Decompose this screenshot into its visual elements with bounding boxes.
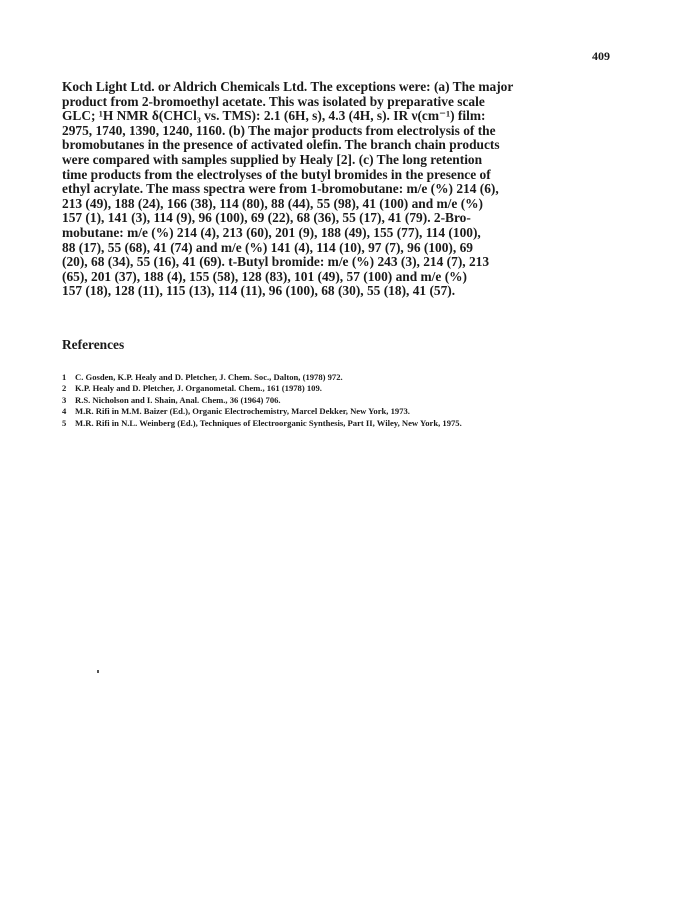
reference-item: [62, 383, 622, 394]
reference-list: [62, 372, 622, 429]
text-line: product from 2-bromoethyl acetate. This was isolated by preparative scale: [62, 93, 485, 109]
reference-text: M.R. Rifi in N.L. Weinberg (Ed.), Techniques of Electroorganic Synthesis, Part II, Wiley, New York, 1975.: [75, 417, 462, 428]
reference-number: 3: [62, 394, 67, 405]
text-line: ethyl acrylate. The mass spectra were from 1-bromobutane: m/e (%) 214 (6),: [62, 181, 499, 197]
text-line: 88 (17), 55 (68), 41 (74) and m/e (%) 141 (4), 114 (10), 97 (7), 96 (100), 69: [62, 239, 473, 255]
reference-item: [62, 406, 622, 417]
reference-number: 2: [62, 383, 67, 394]
reference-item: [62, 372, 622, 383]
text-line: GLC; ¹H NMR δ(CHCl₃ vs. TMS): 2.1 (6H, s), 4.3 (4H, s). IR ν(cm⁻¹) film:: [62, 108, 486, 124]
reference-item: [62, 418, 622, 429]
reference-text: K.P. Healy and D. Pletcher, J. Organometal. Chem., 161 (1978) 109.: [75, 383, 322, 394]
reference-text: C. Gosden, K.P. Healy and D. Pletcher, J. Chem. Soc., Dalton, (1978) 972.: [75, 372, 343, 382]
text-line: (65), 201 (37), 188 (4), 155 (58), 128 (83), 101 (49), 57 (100) and m/e (%): [62, 268, 468, 284]
references-heading: References: [62, 337, 125, 352]
reference-number: 4: [62, 406, 67, 417]
text-line: Koch Light Ltd. or Aldrich Chemicals Ltd. The exceptions were: (a) The major: [62, 79, 514, 94]
reference-number: 5: [62, 417, 67, 428]
text-line: 157 (18), 128 (11), 115 (13), 114 (11), 96 (100), 68 (30), 55 (18), 41 (57).: [62, 283, 456, 299]
reference-number: 1: [62, 372, 67, 382]
text-line: bromobutanes in the presence of activated olefin. The branch chain products: [62, 137, 500, 153]
text-line: 2975, 1740, 1390, 1240, 1160. (b) The major products from electrolysis of the: [62, 122, 496, 138]
text-line: 157 (1), 141 (3), 114 (9), 96 (100), 69 (22), 68 (36), 55 (17), 41 (79). 2-Bro-: [62, 210, 471, 226]
text-line: time products from the electrolyses of the butyl bromides in the presence of: [62, 166, 491, 182]
text-line: mobutane: m/e (%) 214 (4), 213 (60), 201 (9), 188 (49), 155 (77), 114 (100),: [62, 224, 481, 240]
text-line: 213 (49), 188 (24), 166 (38), 114 (80), 88 (44), 55 (98), 41 (100) and m/e (%): [62, 195, 483, 211]
stray-mark: [97, 670, 99, 673]
reference-item: [62, 395, 622, 406]
reference-text: R.S. Nicholson and I. Shain, Anal. Chem., 36 (1964) 706.: [75, 394, 281, 405]
text-line: (20), 68 (34), 55 (16), 41 (69). t-Butyl bromide: m/e (%) 243 (3), 214 (7), 213: [62, 254, 490, 270]
reference-text: M.R. Rifi in M.M. Baizer (Ed.), Organic Electrochemistry, Marcel Dekker, New York, 1973.: [75, 406, 410, 417]
body-paragraph: [62, 80, 624, 299]
page-number: 409: [592, 49, 610, 63]
text-line: were compared with samples supplied by Healy [2]. (c) The long retention: [62, 151, 483, 167]
